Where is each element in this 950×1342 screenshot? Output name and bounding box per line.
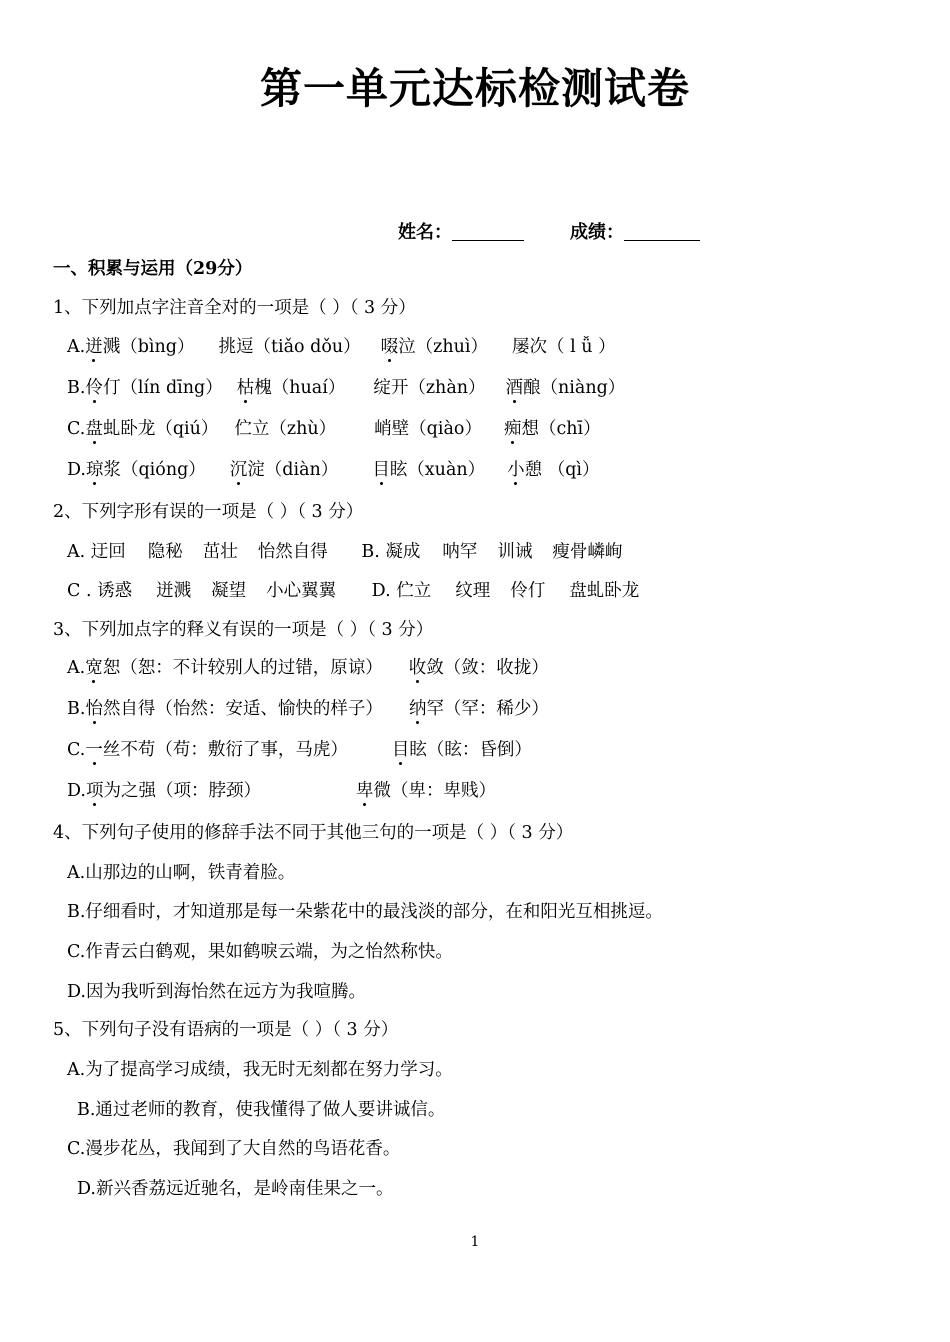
question-1-option-c[interactable]: C.盘虬卧龙（qiú） 伫立（zhù） 峭壁（qiào） 痴想（chī） (67, 419, 601, 439)
option-term: 卑微（卑：卑贱） (355, 781, 496, 801)
question-3-option-d[interactable]: D.项为之强（项：脖颈） 卑微（卑：卑贱） (67, 781, 496, 801)
name-label: 姓名： (398, 222, 452, 243)
emphasis-dot-char: 啜 (380, 337, 399, 357)
question-1-option-b[interactable]: B.伶仃（lín dīng） 枯槐（huaí） 绽开（zhàn） 酒酿（niàng） (67, 378, 626, 398)
page-number: 1 (470, 1234, 480, 1250)
option-term: 收敛（敛：收拢） (408, 658, 549, 678)
option-term: 迸溅（bìng） (85, 337, 195, 357)
question-3-option-a[interactable]: A.宽恕（恕：不计较别人的过错，原谅） 收敛（敛：收拢） (67, 658, 549, 678)
question-2-option-b[interactable]: B. (361, 542, 380, 562)
option-term: 伶仃（lín dīng） (85, 378, 223, 398)
option-term: 屡次（ l ǚ ） (512, 337, 616, 357)
emphasis-dot-char: 迸 (85, 337, 103, 357)
option-term: 沉淀（diàn） (229, 460, 339, 480)
question-4-option-d[interactable]: D.因为我听到海怡然在远方为我喧腾。 (67, 982, 366, 1002)
question-2-option-a[interactable]: A. 迂回 隐秘 茁壮 怡然自得 B. 凝成 呐罕 训诫 瘦骨嶙峋 (67, 542, 623, 562)
emphasis-dot-char: 痴 (503, 419, 522, 439)
option-term: 项为之强（项：脖颈） (85, 781, 261, 801)
question-5-option-d[interactable]: D.新兴香荔远近驰名，是岭南佳果之一。 (77, 1179, 394, 1199)
question-5-option-b[interactable]: B.通过老师的教育，使我懂得了做人要讲诚信。 (77, 1100, 446, 1120)
option-term: 一丝不苟（苟：敷衍了事，马虎） (85, 740, 348, 760)
question-2-stem: 2、下列字形有误的一项是（ ）（ 3 分） (53, 502, 364, 522)
emphasis-dot-char: 项 (85, 781, 104, 801)
question-3-option-b[interactable]: B.怡然自得（怡然：安适、愉快的样子） 纳罕（罕：稀少） (67, 699, 549, 719)
question-4-stem: 4、下列句子使用的修辞手法不同于其他三句的一项是（ ）（ 3 分） (53, 823, 574, 843)
question-3-stem: 3、下列加点字的释义有误的一项是（ ）（ 3 分） (53, 620, 434, 640)
emphasis-dot-char: 小 (507, 460, 525, 480)
question-1-stem: 1、下列加点字注音全对的一项是（ ）（ 3 分） (53, 298, 416, 318)
option-term: 宽恕（恕：不计较别人的过错，原谅） (85, 658, 383, 678)
question-2-option-d[interactable]: D. (371, 581, 391, 601)
option-term: 目眩（xuàn） (372, 460, 486, 480)
question-1-option-a[interactable]: A.迸溅（bìng） 挑逗（tiǎo dǒu） 啜泣（zhuì） 屡次（ l ǚ ） (67, 337, 616, 357)
option-term: 啜泣（zhuì） (380, 337, 489, 357)
emphasis-dot-char: 收 (408, 658, 427, 678)
option-term: 目眩（眩：昏倒） (391, 740, 532, 760)
option-term: 伫立（zhù） (234, 419, 337, 439)
question-5-option-a[interactable]: A.为了提高学习成绩，我无时无刻都在努力学习。 (67, 1060, 453, 1080)
emphasis-dot-char: 宽 (85, 658, 103, 678)
emphasis-dot-char: 枯 (236, 378, 255, 398)
option-term: 纳罕（罕：稀少） (408, 699, 549, 719)
name-blank[interactable] (452, 222, 524, 241)
question-1-option-d[interactable]: D.琼浆（qióng） 沉淀（diàn） 目眩（xuàn） 小憩 （qì） (67, 460, 600, 480)
option-term: 痴想（chī） (503, 419, 601, 439)
emphasis-dot-char: 琼 (85, 460, 104, 480)
question-4-option-c[interactable]: C.作青云白鹤观，果如鹤唳云端，为之怡然称快。 (67, 942, 453, 962)
emphasis-dot-char: 一 (85, 740, 103, 760)
option-term: 酒酿（niàng） (505, 378, 626, 398)
question-5-option-c[interactable]: C.漫步花丛，我闻到了大自然的鸟语花香。 (67, 1139, 401, 1159)
emphasis-dot-char: 沉 (229, 460, 248, 480)
emphasis-dot-char: 卑 (355, 781, 374, 801)
emphasis-dot-char: 目 (372, 460, 390, 480)
student-info (398, 218, 700, 244)
option-term: 绽开（zhàn） (373, 378, 486, 398)
option-term: 枯槐（huaí） (236, 378, 346, 398)
option-term: 峭壁（qiào） (374, 419, 482, 439)
question-2-option-c[interactable]: C . 诱惑 迸溅 凝望 小心翼翼 D. 伫立 纹理 伶仃 盘虬卧龙 (67, 581, 640, 601)
emphasis-dot-char: 目 (391, 740, 410, 760)
emphasis-dot-char: 怡 (85, 699, 103, 719)
score-label: 成绩： (570, 222, 624, 243)
option-term: 琼浆（qióng） (85, 460, 206, 480)
question-4-option-b[interactable]: B.仔细看时，才知道那是每一朵紫花中的最浅淡的部分，在和阳光互相挑逗。 (67, 902, 663, 922)
question-3-option-c[interactable]: C.一丝不苟（苟：敷衍了事，马虎） 目眩（眩：昏倒） (67, 740, 532, 760)
emphasis-dot-char: 盘 (85, 419, 103, 439)
emphasis-dot-char: 纳 (408, 699, 427, 719)
score-blank[interactable] (624, 222, 700, 241)
option-term: 挑逗（tiǎo dǒu） (218, 337, 361, 357)
option-term: 怡然自得（怡然：安适、愉快的样子） (85, 699, 383, 719)
option-term: 小憩 （qì） (507, 460, 600, 480)
emphasis-dot-char: 酒 (505, 378, 524, 398)
question-5-stem: 5、下列句子没有语病的一项是（ ）（ 3 分） (53, 1020, 399, 1040)
question-4-option-a[interactable]: A.山那边的山啊，铁青着脸。 (67, 863, 296, 883)
emphasis-dot-char: 伶 (85, 378, 103, 398)
section-heading: 一、积累与运用（29分） (53, 259, 253, 279)
page-title: 第一单元达标检测试卷 (259, 64, 690, 113)
option-term: 盘虬卧龙（qiú） (85, 419, 219, 439)
